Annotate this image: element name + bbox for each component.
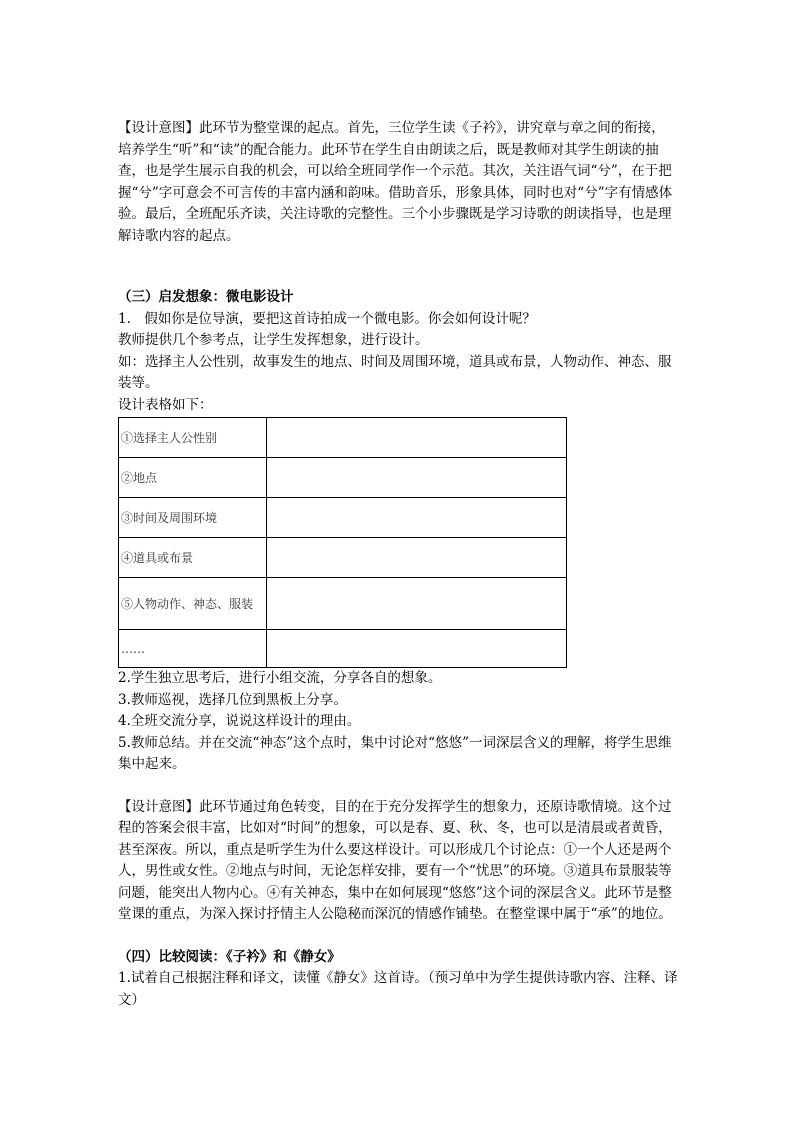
table-cell-label: ③时间及周围环境 xyxy=(119,498,267,538)
section-4-line: 1.试着自己根据注释和译文，读懂《静女》这首诗。（预习单中为学生提供诗歌内容、注释、译文） xyxy=(118,970,678,1008)
section-3-step: 3.教师巡视，选择几位到黑板上分享。 xyxy=(118,691,347,708)
section-3-heading: （三）启发想象：微电影设计 xyxy=(118,289,294,305)
section-4-heading: （四）比较阅读：《子衿》和《静女》 xyxy=(118,948,341,965)
section-3-step: 5.教师总结。并在交流“神态”这个点时，集中讨论对“悠悠”一词深层含义的理解，将学生思维集中起来。 xyxy=(118,734,672,772)
table-cell-label: ④道具或布景 xyxy=(119,538,267,578)
table-row xyxy=(119,498,567,538)
table-cell-empty xyxy=(267,418,567,458)
table-cell-empty xyxy=(267,630,567,668)
design-intent-paragraph-2: 【设计意图】此环节为整堂课的起点。首先，三位学生读《子衿》，讲究章与章之间的衔接，培养学生“听”和“读”的配合能力。此环节在学生自由朗读之后，既是教师对其学生朗读的抽查，也是学生展示自我的机会，可以给全班同学作一个示范。其次，关注语气词“兮”，在于把握“兮”字可意会不可言传的丰富内涵和韵味。借助音乐，形象具体，同时也对“兮”字有情感体验。最后，全班配乐齐读，关注诗歌的完整性。三个小步骤既是学习诗歌的朗读指导，也是理解诗歌内容的起点。 xyxy=(118,120,673,244)
document-page xyxy=(118,118,678,1011)
table-row xyxy=(119,630,567,668)
table-cell-label: …… xyxy=(119,630,267,668)
table-cell-label: ①选择主人公性别 xyxy=(119,418,267,458)
section-3-line: 如：选择主人公性别，故事发生的地点、时间及周围环境，道具或布景，人物动作、神态、服装等。 xyxy=(118,353,672,391)
table-row xyxy=(119,458,567,498)
table-row xyxy=(119,538,567,578)
design-intent-paragraph-3: 【设计意图】此环节通过角色转变，目的在于充分发挥学生的想象力，还原诗歌情境。这个过程的答案会很丰富，比如对“时间”的想象，可以是春、夏、秋、冬，也可以是清晨或者黄昏，甚至深夜。所以，重点是听学生为什么要这样设计。可以形成几个讨论点：①一个人还是两个人，男性或女性。②地点与时间，无论怎样安排，要有一个“忧思”的环境。③道具布景服装等问题，能突出人物内心。④有关神态，集中在如何展现“悠悠”这个词的深层含义。此环节是整堂课的重点，为深入探讨抒情主人公隐秘而深沉的情感作铺垫。在整堂课中属于“承”的地位。 xyxy=(118,798,672,922)
table-cell-empty xyxy=(267,578,567,630)
section-3-step: 2.学生独立思考后，进行小组交流，分享各自的想象。 xyxy=(118,670,442,686)
table-cell-empty xyxy=(267,458,567,498)
table-cell-empty xyxy=(267,538,567,578)
table-cell-label: ②地点 xyxy=(119,458,267,498)
design-table xyxy=(118,417,567,668)
section-3-line: 1. 假如你是位导演，要把这首诗拍成一个微电影。你会如何设计呢？ xyxy=(118,310,536,327)
table-row xyxy=(119,578,567,630)
section-3-line: 教师提供几个参考点，让学生发挥想象，进行设计。 xyxy=(118,332,429,348)
table-cell-label: ⑤人物动作、神态、服装 xyxy=(119,578,267,630)
table-row xyxy=(119,418,567,458)
section-3-line: 设计表格如下： xyxy=(118,396,213,413)
section-3-step: 4.全班交流分享，说说这样设计的理由。 xyxy=(118,713,361,729)
table-cell-empty xyxy=(267,498,567,538)
